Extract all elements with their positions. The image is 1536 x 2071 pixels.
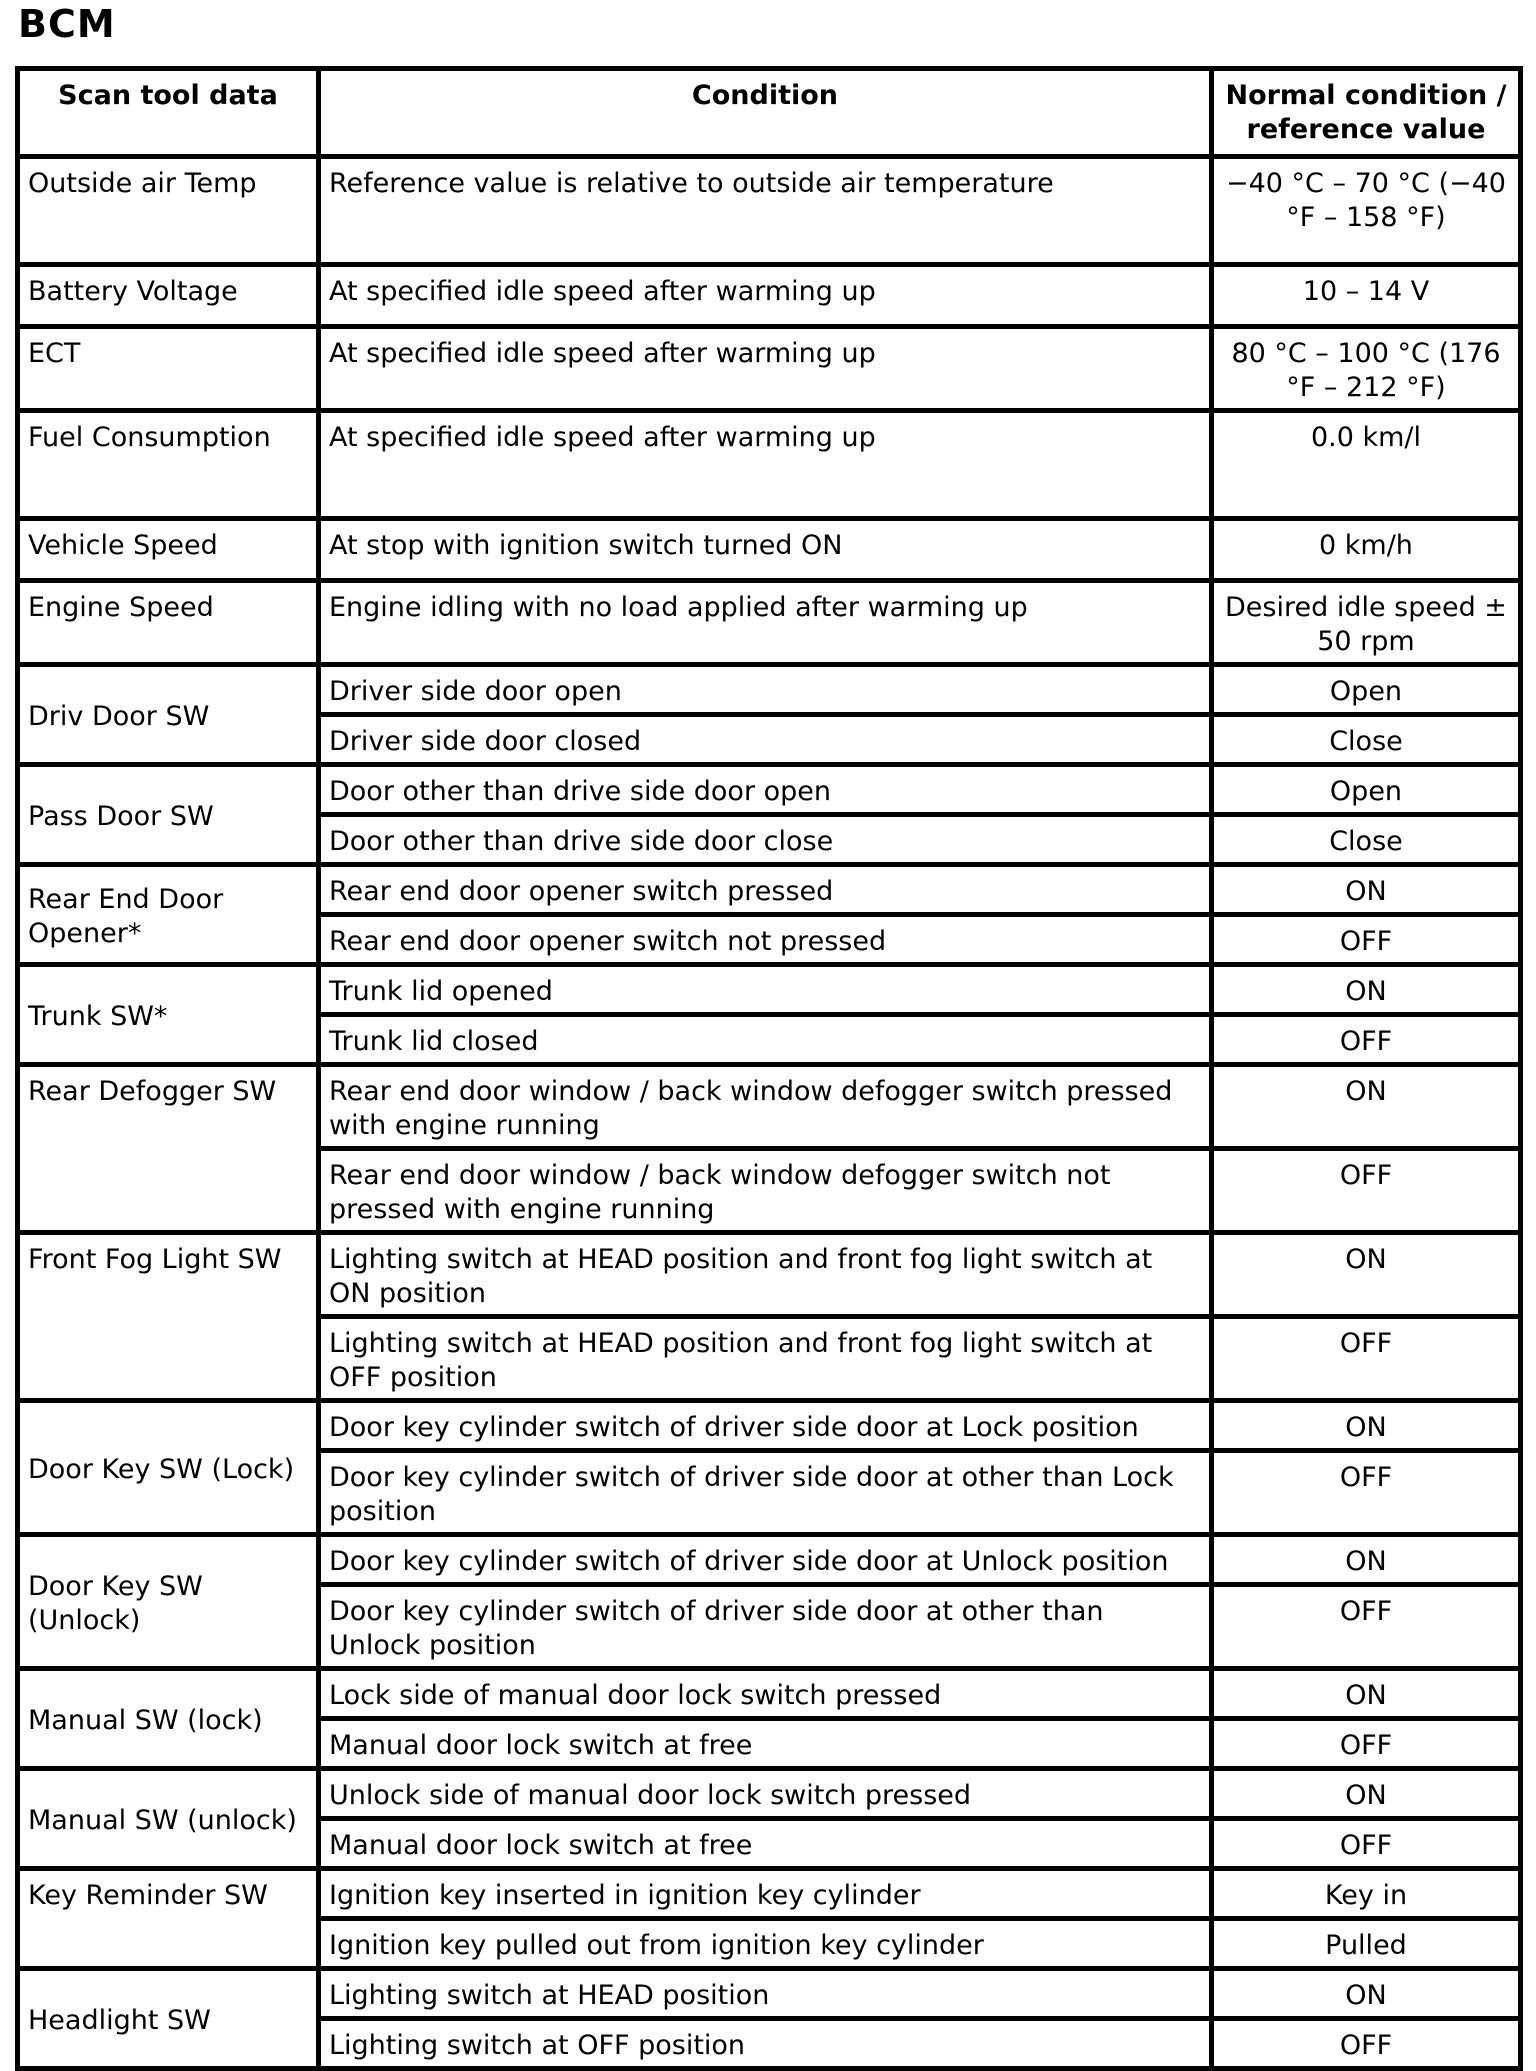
table-row [18,765,1521,815]
table-row [18,1401,1521,1451]
scan-tool-item: Rear End Door Opener* [18,865,319,965]
header-scan-tool-data: Scan tool data [18,69,319,157]
table-row [18,1969,1521,2019]
condition-cell: At specified idle speed after warming up [319,327,1212,411]
table-body [18,157,1521,2069]
reference-value-cell: ON [1211,1401,1520,1451]
reference-value-cell: Key in [1211,1869,1520,1919]
scan-tool-item: Headlight SW [18,1969,319,2069]
reference-value-cell: Desired idle speed ± 50 rpm [1211,581,1520,665]
scan-tool-item: Fuel Consumption [18,411,319,519]
scan-tool-item: Door Key SW (Lock) [18,1401,319,1535]
condition-cell: Lighting switch at HEAD position and front fog light switch at OFF position [319,1317,1212,1401]
condition-cell: Manual door lock switch at free [319,1819,1212,1869]
reference-value-cell: Pulled [1211,1919,1520,1969]
table-row [18,411,1521,519]
condition-cell: Door key cylinder switch of driver side door at other than Lock position [319,1451,1212,1535]
condition-cell: Driver side door open [319,665,1212,715]
table-row [18,1869,1521,1919]
reference-value-cell: OFF [1211,1719,1520,1769]
header-condition: Condition [319,69,1212,157]
reference-value-cell: OFF [1211,1585,1520,1669]
table-row [18,865,1521,915]
reference-value-cell: OFF [1211,915,1520,965]
reference-value-cell: ON [1211,965,1520,1015]
table-row [18,265,1521,327]
condition-cell: At specified idle speed after warming up [319,265,1212,327]
reference-value-cell: ON [1211,1233,1520,1317]
condition-cell: Rear end door opener switch pressed [319,865,1212,915]
condition-cell: At stop with ignition switch turned ON [319,519,1212,581]
page-title: BCM [18,2,116,46]
condition-cell: Driver side door closed [319,715,1212,765]
reference-value-cell: −40 °C – 70 °C (−40 °F – 158 °F) [1211,157,1520,265]
condition-cell: Rear end door window / back window defogger switch pressed with engine running [319,1065,1212,1149]
reference-value-cell: OFF [1211,1015,1520,1065]
condition-cell: Reference value is relative to outside air temperature [319,157,1212,265]
condition-cell: Manual door lock switch at free [319,1719,1212,1769]
reference-value-cell: Close [1211,715,1520,765]
header-reference-value: Normal condition / reference value [1211,69,1520,157]
reference-value-cell: OFF [1211,2019,1520,2069]
reference-value-cell: 80 °C – 100 °C (176 °F – 212 °F) [1211,327,1520,411]
condition-cell: Rear end door window / back window defogger switch not pressed with engine running [319,1149,1212,1233]
condition-cell: Door key cylinder switch of driver side door at Unlock position [319,1535,1212,1585]
bcm-data-table [15,66,1523,2071]
condition-cell: Engine idling with no load applied after warming up [319,581,1212,665]
condition-cell: Door other than drive side door close [319,815,1212,865]
scan-tool-item: Engine Speed [18,581,319,665]
condition-cell: Lighting switch at HEAD position and front fog light switch at ON position [319,1233,1212,1317]
condition-cell: Ignition key pulled out from ignition key cylinder [319,1919,1212,1969]
table-row [18,1535,1521,1585]
reference-value-cell: Open [1211,665,1520,715]
table-row [18,519,1521,581]
table-row [18,1769,1521,1819]
scan-tool-item: Door Key SW (Unlock) [18,1535,319,1669]
scan-tool-item: ECT [18,327,319,411]
scan-tool-item: Vehicle Speed [18,519,319,581]
table-row [18,665,1521,715]
table-row [18,327,1521,411]
reference-value-cell: ON [1211,865,1520,915]
scan-tool-item: Driv Door SW [18,665,319,765]
condition-cell: Ignition key inserted in ignition key cylinder [319,1869,1212,1919]
scan-tool-item: Rear Defogger SW [18,1065,319,1233]
scan-tool-item: Pass Door SW [18,765,319,865]
reference-value-cell: 0 km/h [1211,519,1520,581]
table-header-row [18,69,1521,157]
reference-value-cell: ON [1211,1969,1520,2019]
reference-value-cell: Close [1211,815,1520,865]
scan-tool-item: Manual SW (unlock) [18,1769,319,1869]
table-row [18,581,1521,665]
condition-cell: Lighting switch at OFF position [319,2019,1212,2069]
scan-tool-item: Front Fog Light SW [18,1233,319,1401]
condition-cell: Trunk lid opened [319,965,1212,1015]
condition-cell: Lock side of manual door lock switch pressed [319,1669,1212,1719]
reference-value-cell: OFF [1211,1819,1520,1869]
condition-cell: Rear end door opener switch not pressed [319,915,1212,965]
scan-tool-item: Outside air Temp [18,157,319,265]
reference-value-cell: 0.0 km/l [1211,411,1520,519]
condition-cell: Lighting switch at HEAD position [319,1969,1212,2019]
condition-cell: Door other than drive side door open [319,765,1212,815]
reference-value-cell: OFF [1211,1451,1520,1535]
condition-cell: At specified idle speed after warming up [319,411,1212,519]
condition-cell: Door key cylinder switch of driver side door at Lock position [319,1401,1212,1451]
reference-value-cell: Open [1211,765,1520,815]
reference-value-cell: ON [1211,1065,1520,1149]
reference-value-cell: ON [1211,1535,1520,1585]
condition-cell: Door key cylinder switch of driver side door at other than Unlock position [319,1585,1212,1669]
condition-cell: Unlock side of manual door lock switch pressed [319,1769,1212,1819]
reference-value-cell: OFF [1211,1149,1520,1233]
table-row [18,1065,1521,1149]
scan-tool-item: Key Reminder SW [18,1869,319,1969]
table-row [18,965,1521,1015]
reference-value-cell: ON [1211,1769,1520,1819]
scan-tool-item: Trunk SW* [18,965,319,1065]
reference-value-cell: OFF [1211,1317,1520,1401]
reference-value-cell: 10 – 14 V [1211,265,1520,327]
table-row [18,1669,1521,1719]
table-row [18,157,1521,265]
reference-value-cell: ON [1211,1669,1520,1719]
condition-cell: Trunk lid closed [319,1015,1212,1065]
scan-tool-item: Battery Voltage [18,265,319,327]
table-row [18,1233,1521,1317]
scan-tool-item: Manual SW (lock) [18,1669,319,1769]
